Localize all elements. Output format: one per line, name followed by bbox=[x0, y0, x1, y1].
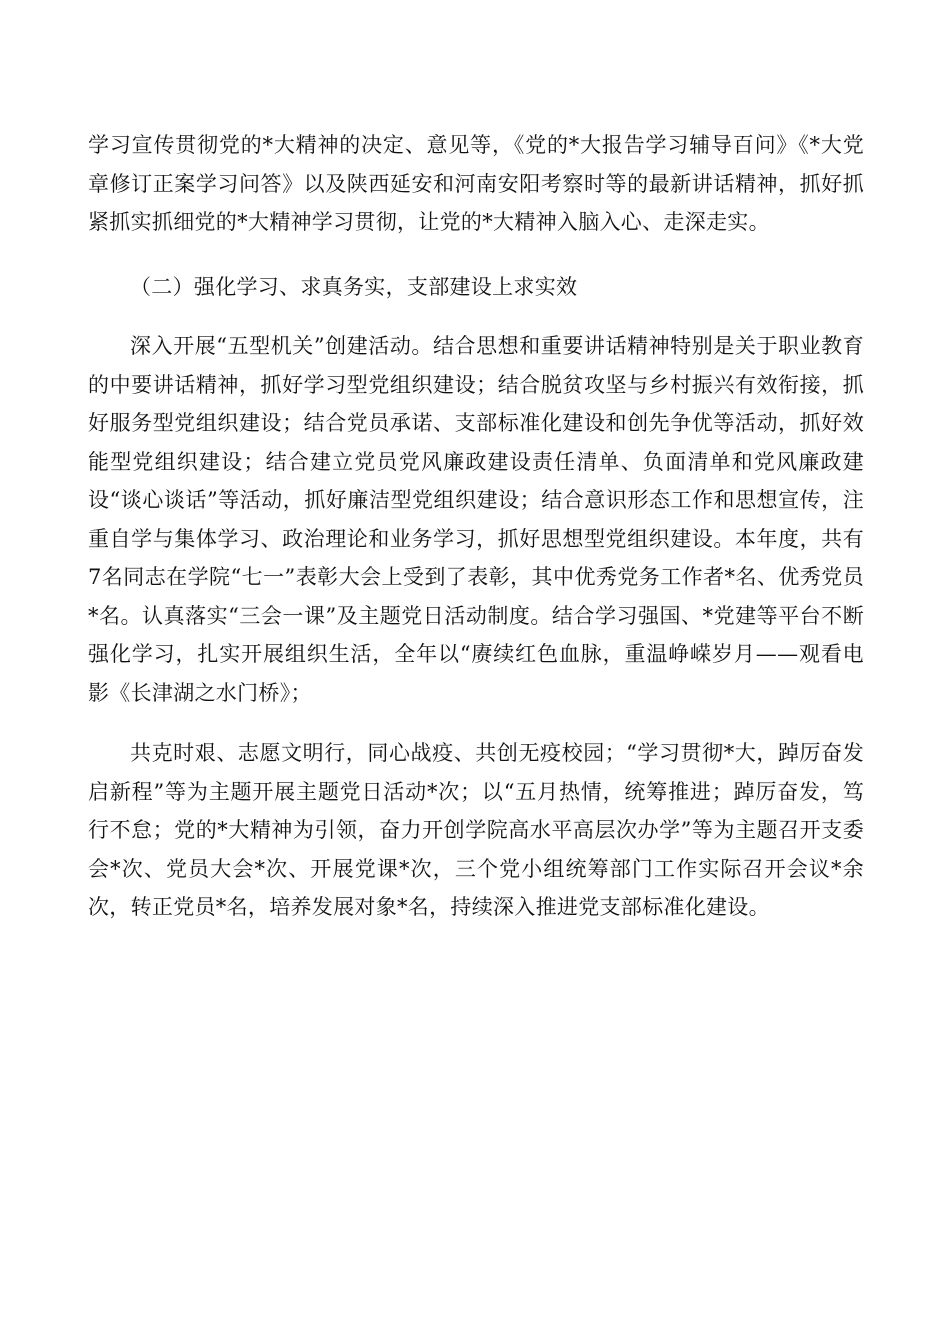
paragraph-five-type-organs: 深入开展“五型机关”创建活动。结合思想和重要讲话精神特别是关于职业教育的中要讲话精神，抓好学习型党组织建设；结合脱贫攻坚与乡村振兴有效衔接，抓好服务型党组织建设；结合党员承诺、支部标准化建设和创先争优等活动，抓好效能型党组织建设；结合建立党员党风廉政建设责任清单、负面清单和党风廉政建设“谈心谈话”等活动，抓好廉洁型党组织建设；结合意识形态工作和思想宣传，注重自学与集体学习、政治理论和业务学习，抓好思想型党组织建设。本年度，共有7名同志在学院“七一”表彰大会上受到了表彰，其中优秀党务工作者*名、优秀党员*名。认真落实“三会一课”及主题党日活动制度。结合学习强国、*党建等平台不断强化学习，扎实开展组织生活，全年以“赓续红色血脉，重温峥嵘岁月——观看电影《长津湖之水门桥》； bbox=[88, 334, 864, 705]
paragraph-study-propaganda: 学习宣传贯彻党的*大精神的决定、意见等，《党的*大报告学习辅导百问》《*大党章修订正案学习问答》以及陕西延安和河南安阳考察时等的最新讲话精神，抓好抓紧抓实抓细党的*大精神学习贯彻，让党的*大精神入脑入心、走深走实。 bbox=[88, 133, 864, 234]
document-page bbox=[88, 126, 864, 927]
section-heading-2: （二）强化学习、求真务实，支部建设上求实效 bbox=[130, 274, 578, 299]
paragraph-theme-activities: 共克时艰、志愿文明行，同心战疫、共创无疫校园；“学习贯彻*大，踔厉奋发启新程”等为主题开展主题党日活动*次；以“五月热情，统筹推进；踔厉奋发，笃行不怠；党的*大精神为引领，奋力开创学院高水平高层次办学”等为主题召开支委会*次、党员大会*次、开展党课*次，三个党小组统筹部门工作实际召开会议*余次，转正党员*名，培养发展对象*名，持续深入推进党支部标准化建设。 bbox=[88, 741, 864, 919]
